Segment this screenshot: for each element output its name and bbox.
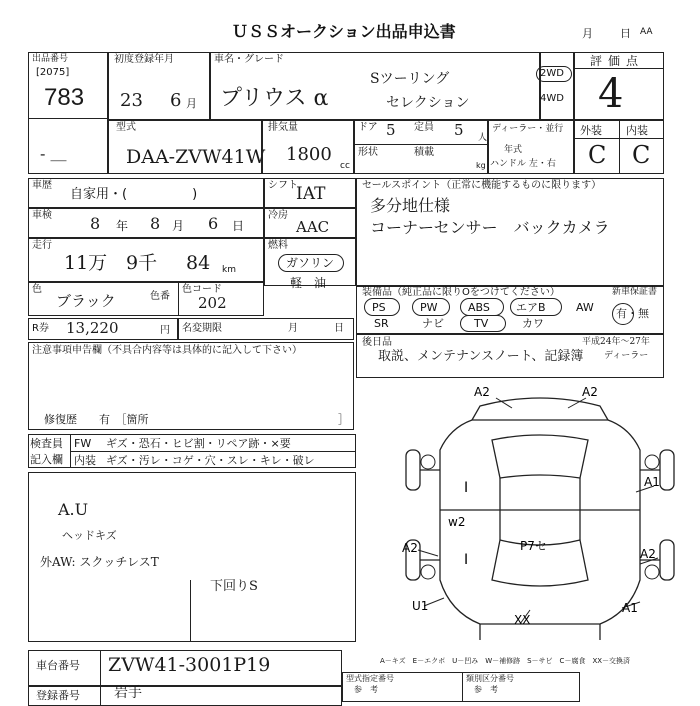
inspection-box	[28, 208, 264, 238]
model-grade-line2: セレクション	[386, 95, 470, 111]
color-code-label: 色番	[150, 291, 170, 302]
rating-label: 評価点	[590, 54, 645, 68]
name-change-month: 月	[288, 323, 298, 334]
inspection-label: 車検	[32, 210, 52, 221]
diagram-label-u1: U1	[412, 599, 429, 613]
int-value: C	[632, 141, 651, 169]
inspection-month-unit: 月	[172, 219, 185, 233]
type-value: DAA-ZVW41W	[126, 146, 266, 168]
checker-int-items: ギズ・汚レ・コゲ・穴・スレ・キレ・破レ	[106, 454, 315, 467]
post-install-label: 後日品	[362, 337, 392, 348]
engine-unit: cc	[340, 161, 350, 171]
mileage-man: 11万	[64, 252, 108, 274]
diagram-label-xx: XX	[514, 613, 531, 627]
inspector-note-2: ヘッドキズ	[62, 529, 117, 542]
equip-abs: ABS	[468, 301, 490, 314]
diagram-label-a2-left: A2	[402, 541, 418, 555]
equipment-new-label: 新車保証書	[612, 287, 658, 297]
sales-points-label: セールスポイント（正常に機能するものに限ります）	[362, 180, 602, 191]
equip-ps: PS	[372, 301, 386, 314]
car-diagram	[400, 380, 680, 650]
mileage-label: 走行	[32, 240, 52, 251]
notes-repair: 修復歴 有 ［箇所	[44, 413, 149, 426]
capacity-label: 定員	[414, 122, 434, 133]
aircon-value: AAC	[296, 218, 330, 236]
diagram-label-a2-top-left: A2	[474, 385, 490, 399]
inspector-note-4: 下回りS	[210, 579, 258, 594]
ext-label: 外装	[580, 124, 602, 137]
drive-box	[540, 52, 574, 120]
shift-value: IAT	[296, 184, 326, 204]
equip-navi: ナビ	[422, 317, 444, 330]
chassis-value: ZVW41-3001P19	[108, 654, 271, 676]
fuel-label: 燃料	[268, 240, 288, 251]
diagram-label-a1-bottom: A1	[622, 601, 638, 615]
shape-label: 形状	[358, 147, 378, 158]
first-reg-month-unit: 月	[186, 97, 197, 110]
mileage-sen: 9千	[126, 252, 158, 274]
notes-label: 注意事項申告欄（不具合内容等は具体的に記入して下さい）	[32, 345, 302, 356]
equip-aw: AW	[576, 301, 594, 314]
header-month: 月	[582, 27, 593, 40]
diagram-label-a2-top-right: A2	[582, 385, 598, 399]
int-label: 内装	[626, 124, 648, 137]
engine-value: 1800	[286, 144, 332, 165]
equip-kawa: カワ	[522, 317, 544, 330]
equip-pw: PW	[420, 301, 438, 314]
inspection-day-unit: 日	[232, 219, 245, 233]
recycle-value: 13,220	[66, 319, 119, 337]
recycle-label: R券	[32, 323, 49, 334]
lot-venue-label: 出品番号	[32, 54, 69, 64]
handle-label: ハンドル 左・右	[490, 159, 556, 169]
drive-4wd-label: 4WD	[540, 93, 564, 104]
equip-warranty: 有・無	[616, 307, 649, 320]
ext-value: C	[588, 141, 607, 169]
header-day: 日	[620, 27, 631, 40]
checker-interior: 内装	[74, 454, 96, 467]
usage-value: 自家用・( )	[70, 187, 198, 202]
dealer-label: ディーラー・並行	[492, 124, 564, 134]
reg-label: 登録番号	[36, 689, 80, 702]
header-aa: AA	[640, 27, 653, 37]
lot-code: [2075]	[36, 67, 70, 78]
engine-label: 排気量	[268, 122, 298, 133]
post-install-note2: ディーラー	[604, 351, 649, 361]
model-label: 車名・グレード	[214, 54, 284, 65]
color-label: 色	[32, 284, 42, 295]
checker-fw: FW	[74, 437, 92, 450]
type-label: 型式	[116, 122, 136, 133]
inspection-day: 6	[208, 214, 219, 233]
diagram-legend: A－キズ E－エクボ U－凹み W－補修跡 S－サビ C－腐食 XX－交換済	[380, 657, 631, 665]
header-title: ＵＳＳオークション出品申込書	[232, 22, 456, 41]
rating-value: 4	[598, 71, 624, 117]
chassis-label: 車台番号	[36, 659, 80, 672]
diagram-label-i-left-lower: I	[464, 552, 469, 568]
equip-airbag: エアB	[516, 301, 546, 314]
mileage-rest: 84	[186, 252, 211, 274]
inspection-year-unit: 年	[116, 219, 129, 233]
checker-fw-items: ギズ・恐石・ヒビ割・リペア跡・×要	[106, 437, 291, 450]
diagram-label-i-left: I	[464, 480, 469, 496]
drive-2wd-label: 2WD	[540, 68, 564, 79]
equipment-label: 装備品（純正品に限りOをつけてください）	[362, 287, 560, 298]
inspection-year: 8	[90, 214, 101, 233]
reg-value: 岩手	[114, 685, 142, 701]
first-reg-month: 6	[170, 90, 182, 111]
first-reg-label: 初度登録年月	[114, 54, 174, 65]
fuel-gas: ガソリン	[286, 256, 335, 270]
checker-label2: 記入欄	[30, 453, 63, 466]
equip-sr: SR	[374, 317, 389, 330]
color-value: ブラック	[56, 292, 116, 310]
doors-label: ドア	[358, 122, 378, 133]
first-reg-year: 23	[120, 90, 143, 111]
name-change-day: 日	[334, 323, 344, 334]
year-label: 年式	[504, 145, 523, 155]
doors-value: 5	[386, 121, 396, 139]
inspector-note-3: 外AW: スクッチレスT	[40, 555, 159, 569]
color-code-label2: 色コード	[182, 284, 222, 295]
sales-points-line2: コーナーセンサー バックカメラ	[370, 218, 610, 237]
diagram-label-a1-right: A1	[644, 475, 660, 489]
color-code: 202	[198, 294, 227, 312]
model-name: プリウス α	[220, 86, 329, 111]
model-grade-line1: Sツーリング	[370, 71, 450, 87]
shift-label: シフト	[268, 180, 298, 191]
capacity-unit: 人	[478, 133, 488, 143]
load-kg: kg	[476, 161, 486, 170]
spec-line1: 型式指定番号	[346, 674, 394, 683]
name-change-label: 名変期限	[182, 323, 222, 334]
diagram-label-a2-right: A2	[640, 547, 656, 561]
checker-label1: 検査員	[30, 437, 63, 450]
usage-label: 車歴	[32, 180, 52, 191]
lot-mark: - ＿	[40, 144, 67, 163]
diagram-label-w2: w2	[448, 515, 466, 529]
inspector-note-1: A.U	[58, 500, 89, 519]
mileage-unit: km	[222, 265, 236, 275]
diagram-label-p7se: P7セ	[520, 539, 547, 553]
post-install-note1: 平成24年～27年	[582, 337, 650, 347]
equip-tv: TV	[474, 317, 489, 330]
post-install-value: 取説、メンテナンスノート、記録簿	[378, 349, 584, 364]
inspection-month: 8	[150, 214, 161, 233]
load-label: 積載	[414, 147, 434, 158]
lot-number: 783	[44, 84, 85, 111]
spec-line3: 類別区分番号	[466, 674, 514, 683]
recycle-unit: 円	[160, 325, 170, 336]
spec-line2: 参 考	[354, 685, 378, 694]
notes-bracket: ］	[338, 413, 349, 426]
capacity-value: 5	[454, 121, 464, 139]
spec-line4: 参 考	[474, 685, 498, 694]
sales-points-line1: 多分地仕様	[370, 196, 451, 215]
fuel-diesel: 軽 油	[290, 276, 327, 290]
aircon-label: 冷房	[268, 210, 288, 221]
